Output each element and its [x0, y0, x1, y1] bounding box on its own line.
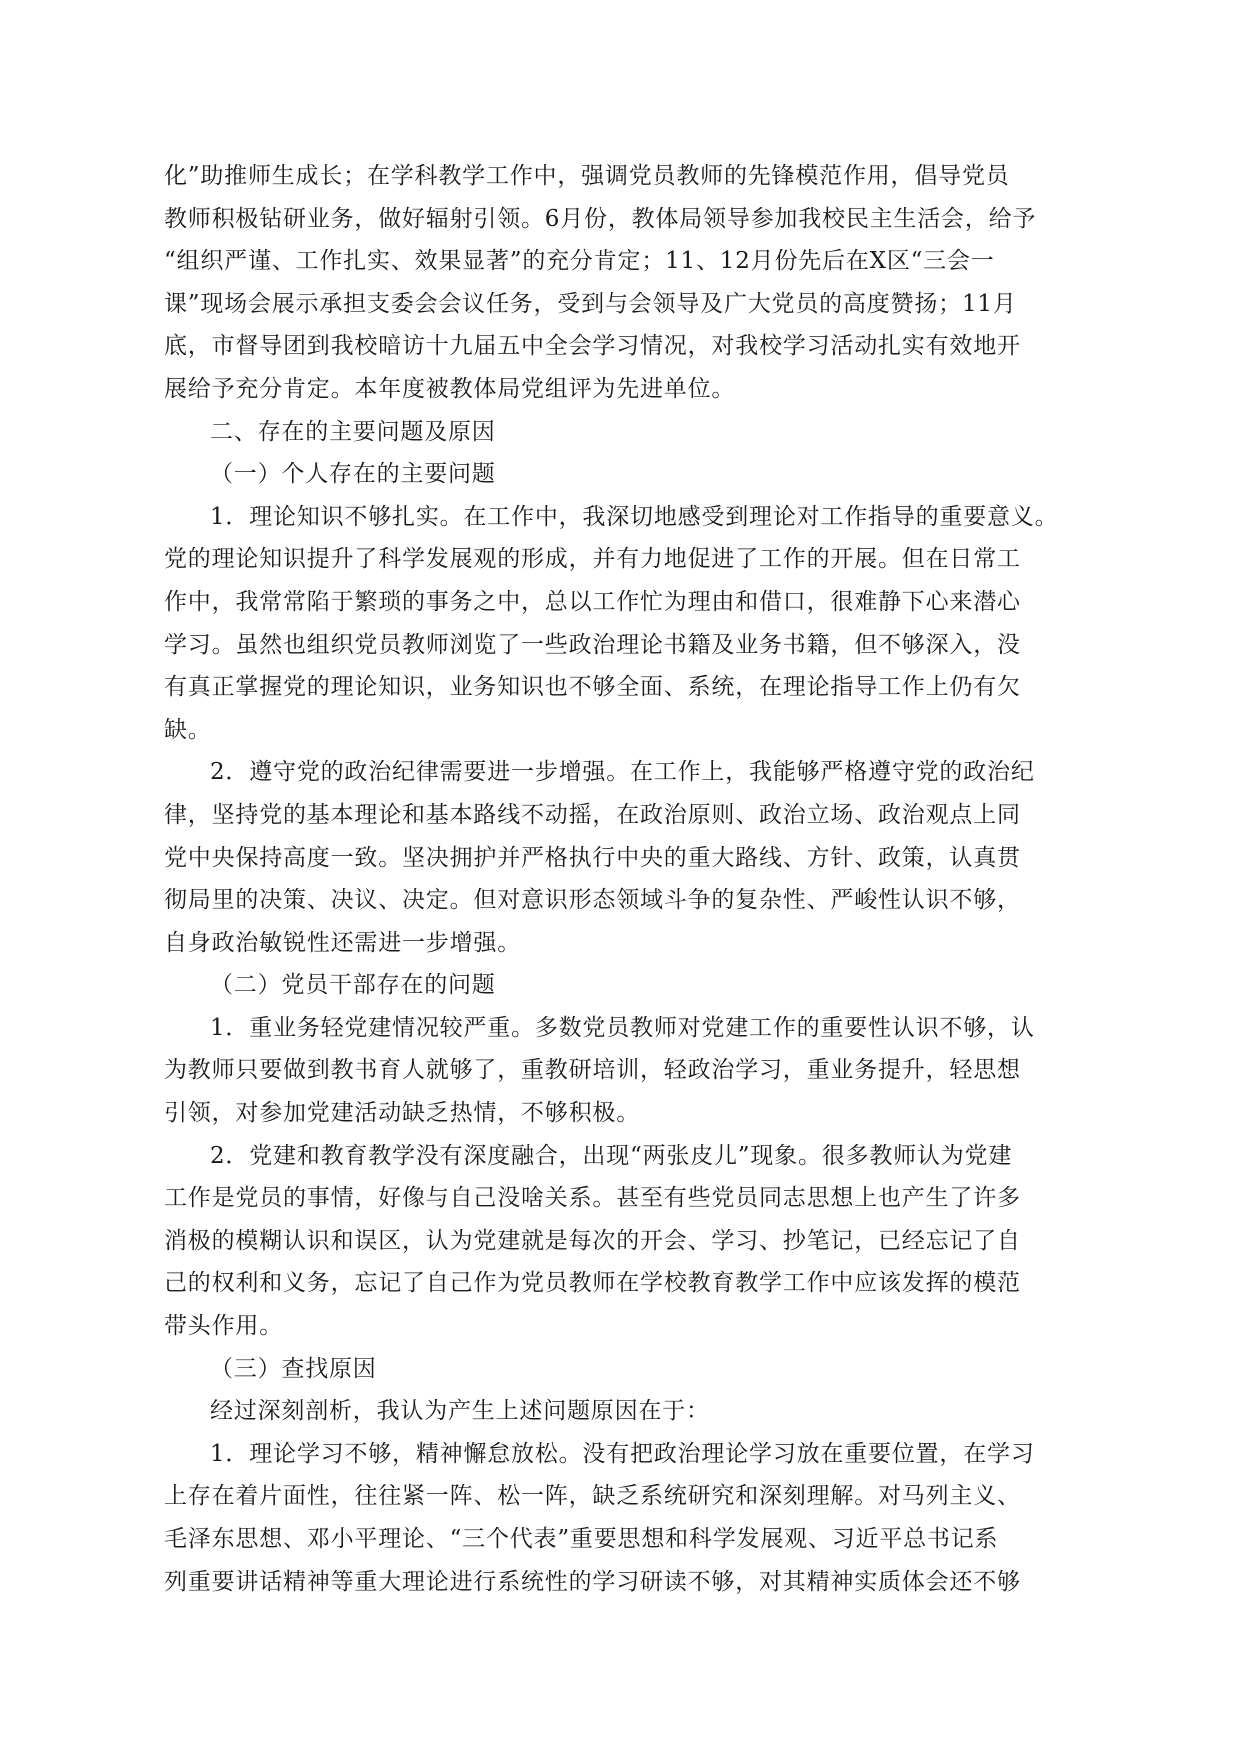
paragraph-theory-knowledge: 1．理论知识不够扎实。在工作中，我深切地感受到理论对工作指导的重要意义。 党的理论知识提升了科学发展观的形成，并有力地促进了工作的开展。但在日常工 作中，我常常陷于繁琐的事务之中，总以工作忙为理由和借口，很难静下心来潜心 学习。虽然也组织党员教师浏览了一些政治理论书籍及业务书籍，但不够深入，没 有真正掌握党的理论知识，业务知识也不够全面、系统，在理论指导工作上仍有欠 缺。	[164, 503, 1059, 743]
section-heading-problems: 二、存在的主要问题及原因	[210, 418, 496, 445]
document-body	[164, 155, 1084, 1603]
subsection-heading-causes: （三）查找原因	[210, 1355, 377, 1382]
subsection-heading-personal: （一）个人存在的主要问题	[210, 461, 496, 488]
paragraph-analysis-intro: 经过深刻剖析，我认为产生上述问题原因在于：	[210, 1398, 710, 1425]
paragraph-theory-study: 1．理论学习不够，精神懈怠放松。没有把政治理论学习放在重要位置，在学习 上存在着片面性，往往紧一阵、松一阵，缺乏系统研究和深刻理解。对马列主义、 毛泽东思想、邓小平理论、“三个代表”重要思想和科学发展观、习近平总书记系 列重要讲话精神等重大理论进行系统性的学习研读不够，对其精神实质体会还不够	[164, 1440, 1035, 1595]
paragraph-integration: 2．党建和教育教学没有深度融合，出现“两张皮儿”现象。很多教师认为党建 工作是党员的事情，好像与自己没啥关系。甚至有些党员同志思想上也产生了许多 消极的模糊认识和误区，认为党建就是每次的开会、学习、抄笔记，已经忘记了自 己的权利和义务，忘记了自己作为党员教师在学校教育教学工作中应该发挥的模范 带头作用。	[164, 1142, 1021, 1340]
paragraph-political-discipline: 2．遵守党的政治纪律需要进一步增强。在工作上，我能够严格遵守党的政治纪 律，坚持党的基本理论和基本路线不动摇，在政治原则、政治立场、政治观点上同 党中央保持高度一致。坚决拥护并严格执行中央的重大路线、方针、政策，认真贯 彻局里的决策、决议、决定。但对意识形态领域斗争的复杂性、严峻性认识不够， 自身政治敏锐性还需进一步增强。	[164, 759, 1035, 956]
subsection-heading-cadres: （二）党员干部存在的问题	[210, 972, 496, 999]
paragraph-continued: 化”助推师生成长；在学科教学工作中，强调党员教师的先锋模范作用，倡导党员 教师积极钻研业务，做好辐射引领。6月份，教体局领导参加我校民主生活会，给予 “组织严谨、工作扎实、效果显著”的充分肯定；11、12月份先后在X区“三会一 课”现场会展示承担支委会会议任务，受到与会领导及广大党员的高度赞扬；11月 底，市督导团到我校暗访十九届五中全会学习情况，对我校学习活动扎实有效地开 展给予充分肯定。本年度被教体局党组评为先进单位。	[164, 163, 1037, 402]
paragraph-business-over-party: 1．重业务轻党建情况较严重。多数党员教师对党建工作的重要性认识不够，认 为教师只要做到教书育人就够了，重教研培训，轻政治学习，重业务提升，轻思想 引领，对参加党建活动缺乏热情，不够积极。	[164, 1014, 1035, 1127]
